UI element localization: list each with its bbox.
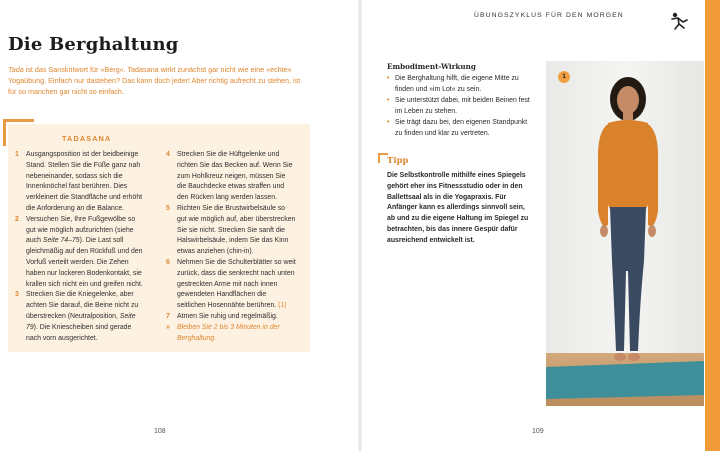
page-title: Die Berghaltung	[8, 34, 179, 55]
embodiment-list	[387, 74, 535, 139]
list-item: • Die Berghaltung hilft, die eigene Mitte zu finden und »im Lot« zu sein.	[387, 74, 535, 96]
page-number-left: 108	[154, 428, 166, 435]
steps-column-2	[166, 150, 296, 344]
photo-badge: 1	[558, 71, 570, 83]
step-text: ). Die Last soll gleichmäßig auf den Rückfuß und den Vorfuß verteilt werden. Die Zehen haben nur lockeren Bodenkontakt, sie krallen sich nicht ein und greifen nicht.	[26, 237, 143, 288]
embodiment-title: Embodiment-Wirkung	[387, 62, 476, 71]
step-item	[15, 150, 145, 215]
step-text: Ausgangsposition ist der beidbeinige Stand. Stellen Sie die Füße ganz nah nebeneinander, sodass sich die Innenknöchel fast berühren. Dies verkleinert die Standfläche und erhöht die Anforderung an die Balance.	[26, 151, 143, 212]
step-item	[15, 290, 145, 344]
list-item: • Sie unterstützt dabei, mit beiden Beinen fest im Leben zu stehen.	[387, 96, 535, 118]
intro-term: Tada	[8, 65, 24, 74]
photo-reference: (1)	[276, 302, 287, 310]
step-text: ). Die Kniescheiben sind gerade nach vorn ausgerichtet.	[26, 323, 132, 342]
arrow-marker: »	[166, 323, 170, 331]
chapter-header: ÜBUNGSZYKLUS FÜR DEN MORGEN	[474, 12, 624, 19]
step-text: Strecken Sie die Kniegelenke, aber achten Sie darauf, die Beine nicht zu überstrecken (Neutralposition,	[26, 291, 139, 320]
step-number: 1	[15, 151, 19, 158]
step-item	[15, 215, 145, 291]
step-number: 2	[15, 215, 19, 223]
yoga-mat	[546, 361, 704, 399]
step-item	[166, 204, 296, 258]
list-item: • Sie trägt dazu bei, den eigenen Standpunkt zu finden und klar zu vertreten.	[387, 118, 535, 140]
page-edge-accent	[705, 0, 720, 451]
tipp-title: Tipp	[387, 156, 409, 166]
step-item	[166, 150, 296, 204]
box-corner-decoration	[3, 119, 34, 146]
intro-text: ist das Sanskritwort für »Berg«. Tadasana wirkt zunächst gar nicht wie eine »echte« Yogaübung. Einfach nur dastehen? Das kann doch jeder! Aber richtig aufrecht zu stehen, ist für so manchen gar nicht so einfach.	[8, 65, 301, 97]
right-page	[360, 0, 720, 451]
step-text: Versuchen Sie, Ihre Fußgewölbe so gut wie möglich aufzurichten (siehe auch	[26, 215, 136, 245]
yoga-figure-icon	[668, 10, 690, 32]
mountain-pose-photo	[546, 61, 704, 406]
page-reference: Seite 79	[26, 312, 136, 331]
steps-column-1	[15, 150, 145, 344]
box-title: TADASANA	[62, 134, 112, 143]
step-text: Bleiben Sie 2 bis 3 Minuten in der Berghaltung.	[177, 323, 280, 342]
step-text: Nehmen Sie die Schulterblätter so weit zurück, dass die senkrecht nach unten gestreckten Arme mit nach innen gewendeten Handflächen die seitlichen Hosennähte berühren.	[177, 258, 296, 310]
page-number-right: 109	[532, 428, 544, 435]
step-text: Richten Sie die Brustwirbelsäule so gut wie möglich auf, aber überstrecken Sie sie nicht. Strecken Sie sanft die Halswirbelsäule, indem Sie das Kinn etwas anziehen (chin-in).	[177, 204, 296, 256]
hold-instruction	[166, 323, 296, 345]
intro-paragraph	[8, 64, 308, 98]
step-text: Atmen Sie ruhig und regelmäßig.	[177, 312, 278, 320]
page-reference: Seite 74–75	[42, 237, 80, 245]
step-number: 3	[15, 291, 19, 299]
step-number: 6	[166, 258, 170, 266]
step-number: 4	[166, 151, 170, 158]
step-text: Strecken Sie die Hüftgelenke und richten Sie das Becken auf. Wenn Sie zum Hohlkreuz neigen, müssen Sie die Bauchdecke etwas straffen und den Rücken lang werden lassen.	[177, 151, 293, 202]
step-item	[166, 258, 296, 312]
step-number: 7	[166, 312, 170, 320]
step-number: 5	[166, 204, 170, 212]
tipp-text: Die Selbstkontrolle mithilfe eines Spiegels gehört eher ins Fitnessstudio oder in den Ballettsaal als in die Yogapraxis. Für Anfänger kann es allerdings sinnvoll sein, ab und zu die eigene Haltung im Spiegel zu betrachten, bis das innere Gespür dafür ausreichend entwickelt ist.	[387, 172, 529, 244]
step-item	[166, 312, 296, 323]
